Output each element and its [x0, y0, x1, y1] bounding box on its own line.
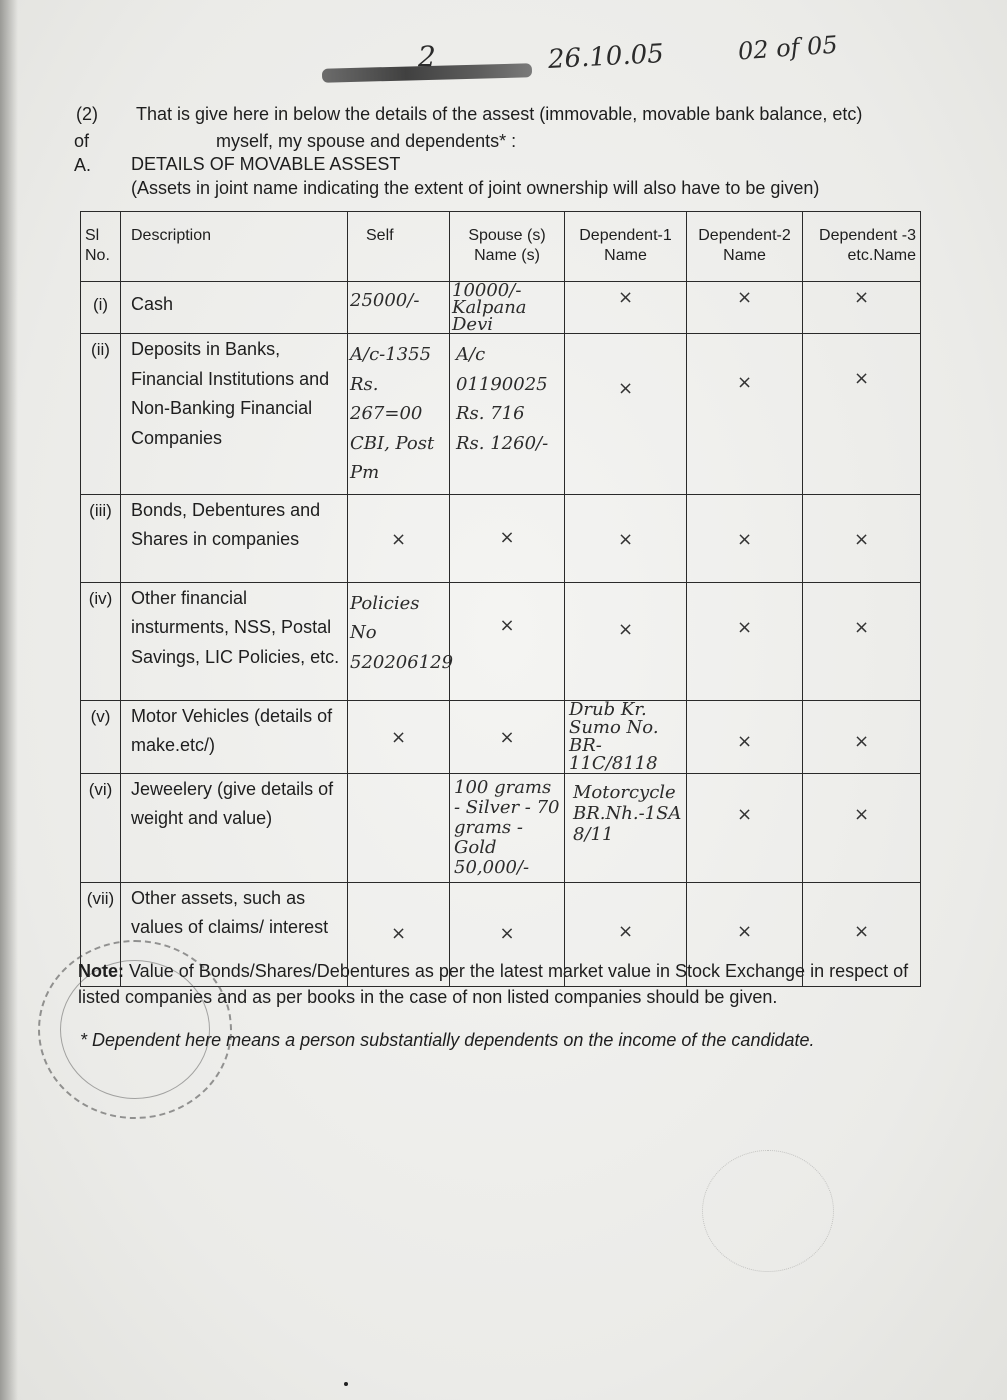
row-dependent-2 — [687, 773, 803, 882]
row-description: Deposits in Banks, Financial Institutions and Non-Banking Financial Companies — [121, 334, 348, 495]
row-spouse: A/c 01190025 Rs. 716 Rs. 1260/- — [450, 334, 565, 495]
cross-mark: × — [736, 528, 753, 550]
note-label: Note: — [78, 961, 124, 981]
cross-mark: × — [736, 287, 753, 308]
row-self — [348, 494, 450, 582]
row-sl: (vi) — [81, 773, 121, 882]
row-dependent-1 — [565, 282, 687, 334]
footnote: * Dependent here means a person substantially dependents on the income of the candidate. — [80, 1030, 815, 1050]
row-dependent-2 — [687, 282, 803, 334]
handwritten-page-count: 02 of 05 — [737, 30, 839, 66]
cross-mark: × — [499, 526, 515, 548]
intro-of: of — [74, 131, 90, 151]
cross-mark: × — [853, 803, 870, 825]
row-dependent-3 — [803, 582, 921, 700]
cross-mark: × — [736, 372, 753, 393]
cross-mark: × — [617, 618, 634, 640]
row-sl: (ii) — [81, 334, 121, 495]
row-dependent-3 — [803, 700, 921, 773]
table-row — [81, 582, 921, 700]
section-subtitle: (Assets in joint name indicating the extent of joint ownership will also have to be given) — [131, 178, 820, 198]
row-spouse — [450, 494, 565, 582]
row-self: 25000/- — [348, 282, 450, 334]
intro-line-2: myself, my spouse and dependents* : — [216, 131, 517, 151]
cross-mark: × — [736, 803, 753, 825]
note-text: Value of Bonds/Shares/Debentures as per the latest market value in Stock Exchange in respect of listed companies and as per books in the case of non listed companies should be given. — [78, 961, 909, 1007]
handwritten-number: 2 — [418, 40, 436, 73]
table-row — [81, 282, 921, 334]
faint-seal-stamp — [702, 1150, 834, 1272]
row-sl: (iii) — [81, 494, 121, 582]
cross-mark: × — [617, 378, 634, 399]
row-dependent-1 — [565, 582, 687, 700]
row-dependent-2 — [687, 494, 803, 582]
row-description: Motor Vehicles (details of make.etc/) — [121, 700, 348, 773]
table-row — [81, 700, 921, 773]
header-self: Self — [348, 212, 450, 282]
table-header-row — [81, 212, 921, 282]
row-description: Jeweelery (give details of weight and value) — [121, 773, 348, 882]
row-dependent-1 — [565, 334, 687, 495]
row-spouse: 100 grams - Silver - 70 grams - Gold 50,000/- — [450, 773, 565, 882]
row-spouse — [450, 700, 565, 773]
cross-mark: × — [853, 616, 870, 638]
cross-mark: × — [853, 528, 870, 550]
row-dependent-1 — [565, 494, 687, 582]
movable-assets-table — [80, 211, 921, 987]
intro-line-1: That is give here in below the details of the assest (immovable, movable bank balance, etc) — [136, 104, 863, 124]
cross-mark: × — [499, 726, 515, 748]
row-sl: (v) — [81, 700, 121, 773]
cross-mark: × — [390, 922, 407, 944]
table-row — [81, 334, 921, 495]
row-description: Other financial insturments, NSS, Postal Savings, LIC Policies, etc. — [121, 582, 348, 700]
header-dependent-3: Dependent -3 etc.Name — [803, 212, 921, 282]
table-row — [81, 773, 921, 882]
row-dependent-1: Motorcycle BR.Nh.-1SA 8/11 — [565, 773, 687, 882]
row-dependent-1: Drub Kr. Sumo No. BR-11C/8118 — [565, 700, 687, 773]
cross-mark: × — [499, 614, 515, 636]
row-dependent-2 — [687, 700, 803, 773]
row-self — [348, 773, 450, 882]
row-self — [348, 700, 450, 773]
handwritten-date: 26.10.05 — [547, 38, 665, 76]
table-row — [81, 494, 921, 582]
row-description: Bonds, Debentures and Shares in companies — [121, 494, 348, 582]
item-number: (2) — [76, 104, 98, 124]
row-sl: (vii) — [81, 882, 121, 986]
cross-mark: × — [853, 287, 870, 308]
scan-speck — [344, 1382, 348, 1386]
cross-mark: × — [853, 368, 870, 389]
row-dependent-3 — [803, 773, 921, 882]
header-spouse: Spouse (s) Name (s) — [450, 212, 565, 282]
row-sl: (iv) — [81, 582, 121, 700]
row-dependent-3 — [803, 334, 921, 495]
header-sl-no: Sl No. — [81, 212, 121, 282]
cross-mark: × — [617, 920, 634, 942]
row-spouse — [450, 582, 565, 700]
section-title: DETAILS OF MOVABLE ASSEST — [131, 154, 401, 174]
cross-mark: × — [617, 528, 634, 550]
cross-mark: × — [617, 287, 634, 308]
row-spouse: 10000/- Kalpana Devi — [450, 282, 565, 334]
cross-mark: × — [499, 922, 515, 944]
cross-mark: × — [390, 528, 407, 550]
row-description: Cash — [121, 282, 348, 334]
cross-mark: × — [736, 730, 753, 752]
cross-mark: × — [853, 730, 870, 752]
header-dependent-1: Dependent-1 Name — [565, 212, 687, 282]
row-dependent-2 — [687, 582, 803, 700]
scan-edge-shadow — [0, 0, 18, 1400]
row-description: Other assets, such as values of claims/ interest — [121, 882, 348, 986]
cross-mark: × — [736, 920, 753, 942]
row-self: A/c-1355 Rs. 267=00 CBI, Post Pm — [348, 334, 450, 495]
row-dependent-3 — [803, 494, 921, 582]
cross-mark: × — [390, 726, 407, 748]
row-sl: (i) — [81, 282, 121, 334]
row-dependent-3 — [803, 282, 921, 334]
note-paragraph — [78, 958, 938, 1010]
row-dependent-2 — [687, 334, 803, 495]
row-self: Policies No 520206129 — [348, 582, 450, 700]
cross-mark: × — [736, 616, 753, 638]
section-letter: A. — [74, 155, 92, 175]
header-description: Description — [121, 212, 348, 282]
cross-mark: × — [853, 920, 870, 942]
header-dependent-2: Dependent-2 Name — [687, 212, 803, 282]
